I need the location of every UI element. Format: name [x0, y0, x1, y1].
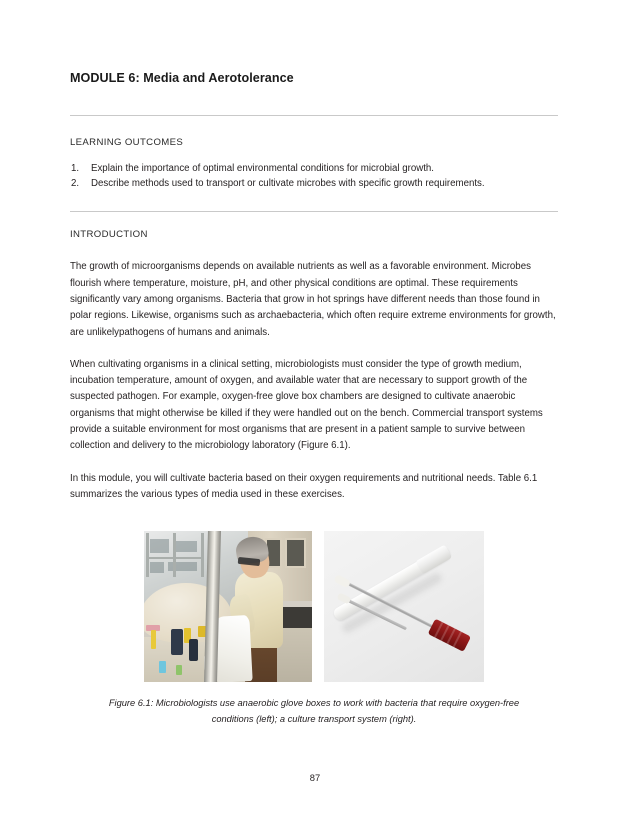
- glove-box-equipment: [176, 541, 197, 552]
- glove-box-frame: [146, 557, 204, 560]
- cabinet-pane: [285, 538, 306, 569]
- transport-tube-cap: [416, 544, 453, 574]
- lab-scene: [144, 531, 312, 682]
- list-item-number: 2.: [71, 178, 80, 190]
- list-item: [70, 176, 558, 191]
- list-item: [70, 161, 558, 176]
- bench-tool: [176, 665, 182, 675]
- bench-tool: [159, 661, 166, 673]
- learning-outcomes-list: [70, 161, 558, 191]
- list-item-number: 1.: [71, 163, 80, 174]
- introduction-heading: INTRODUCTION: [70, 229, 148, 241]
- list-item-text: Explain the importance of optimal environmental conditions for microbial growth.: [91, 163, 434, 174]
- glove-box-frame: [146, 533, 149, 577]
- swab-cap-red: [428, 618, 471, 651]
- page-content: [70, 0, 558, 727]
- swab-tip: [334, 573, 352, 587]
- cap-rib: [453, 631, 462, 647]
- swab-scene: [324, 531, 484, 682]
- bench-tool: [151, 630, 156, 649]
- figure-caption: Figure 6.1: Microbiologists use anaerobic glove boxes to work with bacteria that require oxygen-free conditions (left); a culture transport system (right).: [108, 698, 520, 724]
- glove-box-frame: [173, 533, 176, 577]
- page-title: MODULE 6: Media and Aerotolerance: [70, 71, 294, 85]
- divider-top: [70, 115, 558, 116]
- bench-tool: [189, 639, 198, 661]
- glove-box-equipment: [150, 539, 169, 553]
- glove-box-photo: [144, 531, 312, 682]
- page-number: 87: [309, 772, 321, 783]
- figure-6-1: [70, 531, 558, 727]
- learning-outcomes-heading: LEARNING OUTCOMES: [70, 137, 184, 148]
- glove-box-equipment: [150, 562, 164, 573]
- glove-box-frame: [201, 533, 204, 577]
- introduction-paragraph-3: In this module, you will cultivate bacteria based on their oxygen requirements and nutritional needs. Table 6.1 summarizes the various types of media used in these exercises.: [70, 472, 538, 500]
- introduction-paragraph-2: When cultivating organisms in a clinical setting, microbiologists must consider the type of growth medium, incubation temperature, amount of oxygen, and available water that are necessary to support growth of the suspected pathogen. For example, oxygen-free glove box chambers are designed to cultivate anaerobic organisms that might otherwise be killed if they were handled out on the bench. Commercial transport systems provide a suitable environment for most organisms that are present in a patient sample to survive between collection and delivery to the microbiology laboratory (Figure 6.1).: [70, 358, 543, 452]
- bench-tool: [171, 629, 183, 655]
- introduction-paragraph-1: The growth of microorganisms depends on available nutrients as well as a favorable environment. Microbes flourish where temperature, moisture, pH, and other physical conditions are optimal. These requirements significantly vary among organisms. Bacteria that grow in hot springs have different needs than those found in polar regions. Likewise, organisms such as archaebacteria, which often require extreme environments for growth, are unlikelypathogens of humans and animals.: [70, 261, 556, 338]
- list-item-text: Describe methods used to transport or cultivate microbes with specific growth requirements.: [91, 178, 485, 190]
- divider-bottom: [70, 211, 558, 212]
- transport-swab-photo: [324, 531, 484, 682]
- swab-tip: [337, 592, 352, 604]
- figure-image-row: [70, 531, 558, 682]
